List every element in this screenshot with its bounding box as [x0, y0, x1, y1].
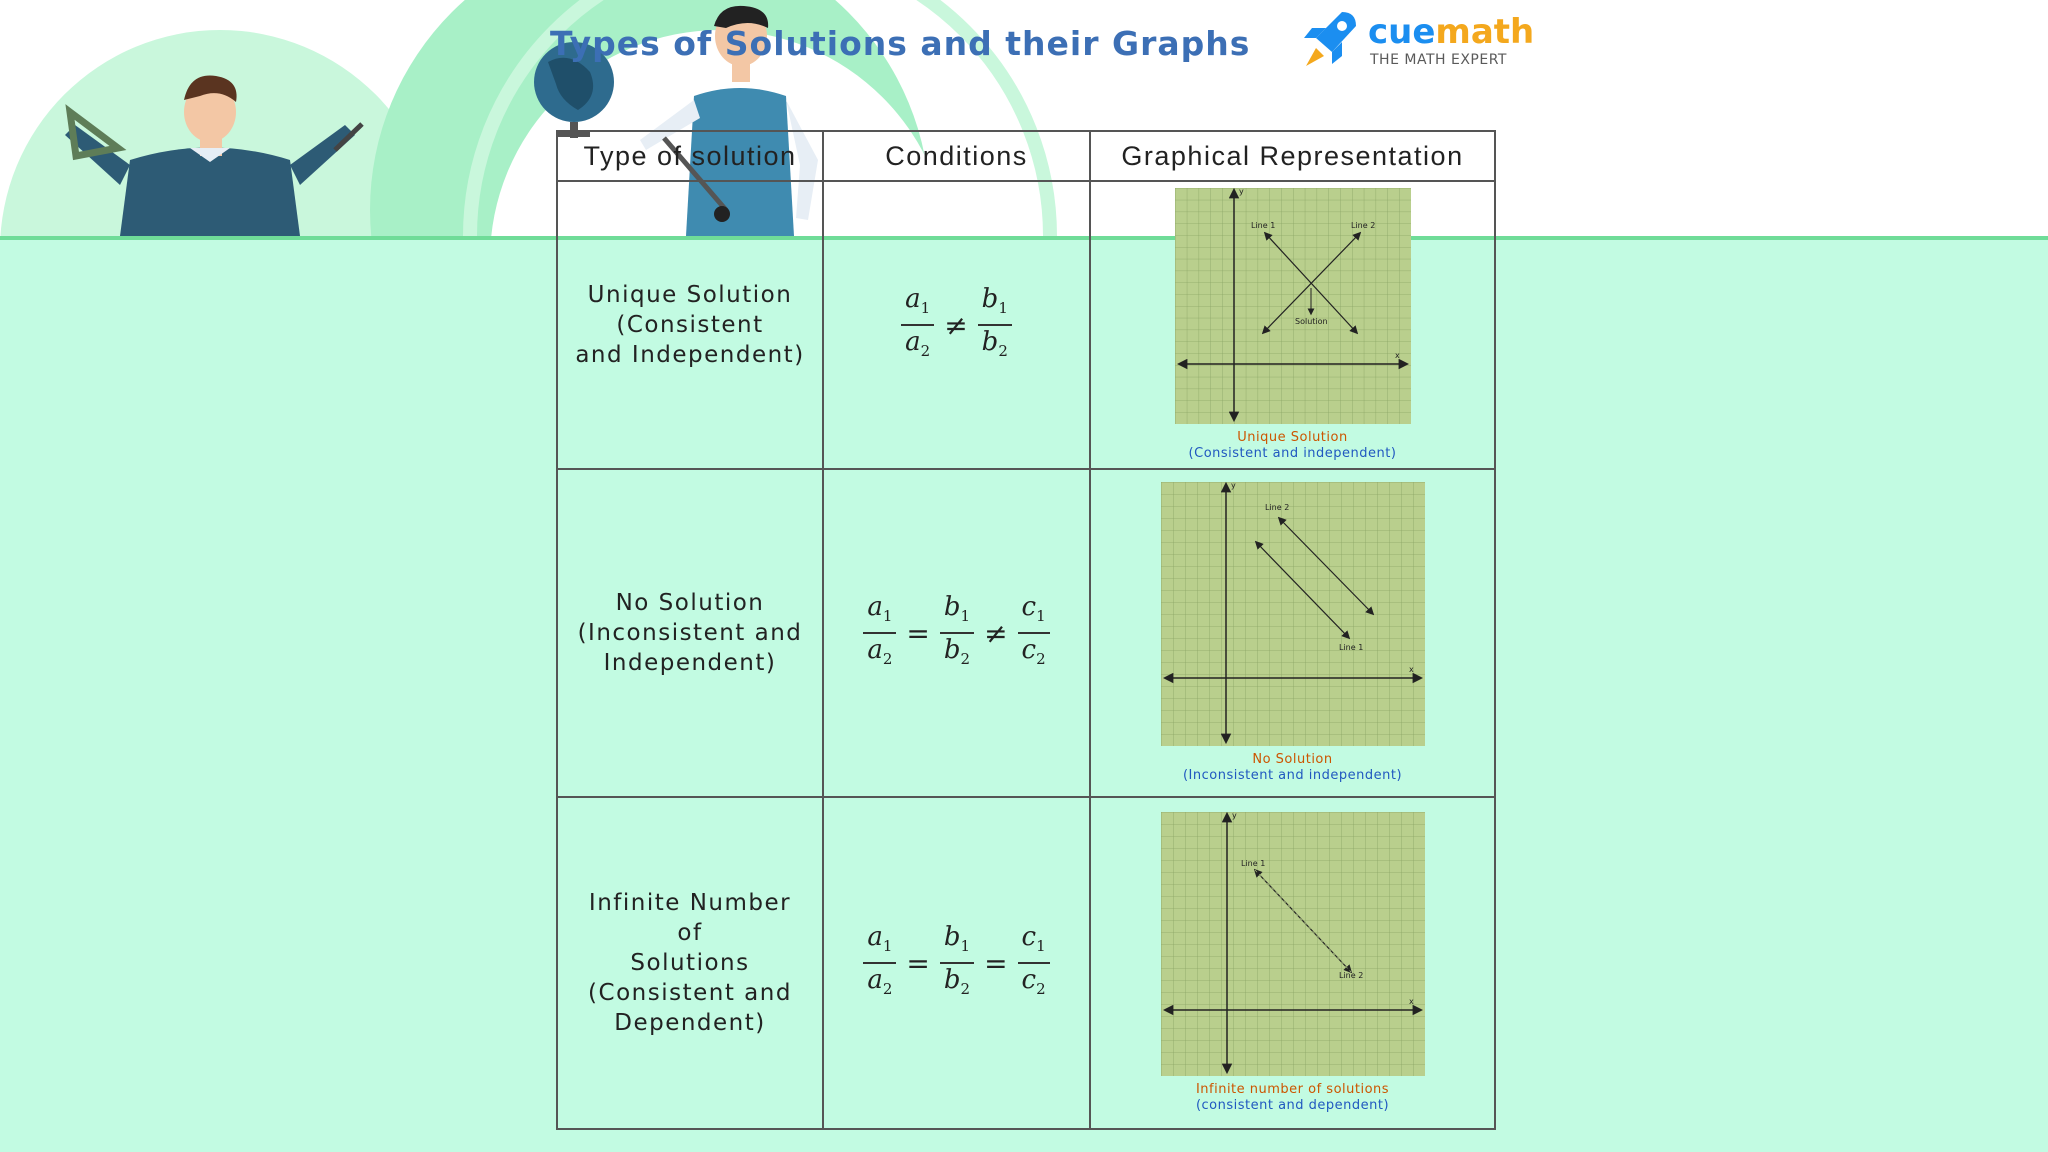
operator: ≠: [944, 308, 968, 342]
axis-label-x: x: [1408, 997, 1414, 1006]
graph-caption-title: Unique Solution: [1237, 430, 1348, 445]
solution-type-line: Solutions: [630, 950, 750, 976]
table-header-row: [557, 131, 1495, 181]
graph-unique-solution: [1175, 188, 1411, 424]
graph-cell: [1090, 469, 1495, 797]
condition-formula: [859, 921, 1053, 1005]
solution-type-line: Infinite Number of: [588, 890, 792, 946]
brand-name: cuemath: [1368, 12, 1535, 52]
operator: =: [906, 616, 930, 650]
fraction: $\frac{b_1}{b_2}$: [940, 921, 974, 1005]
solution-type-line: and Independent): [575, 342, 805, 368]
condition-cell: [823, 469, 1090, 797]
graph-no-solution: [1161, 482, 1425, 746]
solution-type-line: (Consistent and: [588, 980, 792, 1006]
solution-type-line: Unique Solution: [587, 282, 793, 308]
axis-label-x: x: [1394, 351, 1400, 360]
line-2-label: Line 2: [1264, 503, 1289, 512]
line-2-label: Line 2: [1350, 221, 1375, 230]
solution-type-cell: [557, 797, 823, 1129]
header-conditions: Conditions: [823, 131, 1090, 181]
graph-caption-title: No Solution: [1252, 752, 1333, 767]
fraction: $\frac{c_1}{c_2}$: [1018, 591, 1050, 675]
solution-label: Solution: [1294, 317, 1328, 326]
solution-type-line: (Inconsistent and: [577, 620, 803, 646]
line-1-label: Line 1: [1240, 859, 1265, 868]
rocket-icon: [1298, 8, 1360, 70]
line-2-label: Line 2: [1338, 971, 1363, 980]
line-1-label: Line 1: [1338, 643, 1363, 652]
axis-label-y: y: [1231, 812, 1237, 820]
graph-caption-title: Infinite number of solutions: [1195, 1082, 1390, 1097]
table-row: [557, 469, 1495, 797]
solutions-table: [556, 130, 1496, 1130]
solution-type-line: Dependent): [614, 1010, 766, 1036]
line-1-label: Line 1: [1250, 221, 1275, 230]
brand-tagline: THE MATH EXPERT: [1370, 52, 1507, 68]
operator: =: [906, 946, 930, 980]
solution-type-line: (Consistent: [616, 312, 764, 338]
graph-caption-subtitle: (consistent and dependent): [1195, 1098, 1390, 1113]
axis-label-y: y: [1238, 188, 1244, 196]
fraction: $\frac{a_1}{a_2}$: [863, 591, 896, 675]
graph-cell: [1090, 797, 1495, 1129]
header-graph: Graphical Representation: [1090, 131, 1495, 181]
axis-label-x: x: [1408, 665, 1414, 674]
operator: ≠: [984, 616, 1008, 650]
solution-type-line: No Solution: [615, 590, 765, 616]
graph-caption-subtitle: (Consistent and independent): [1188, 446, 1397, 461]
condition-formula: [897, 283, 1016, 367]
condition-formula: [859, 591, 1053, 675]
condition-cell: [823, 181, 1090, 469]
fraction: $\frac{b_1}{b_2}$: [940, 591, 974, 675]
fraction: $\frac{c_1}{c_2}$: [1018, 921, 1050, 1005]
header-type: Type of solution: [557, 131, 823, 181]
table-row: [557, 797, 1495, 1129]
solution-type-line: Independent): [603, 650, 777, 676]
graph-caption-subtitle: (Inconsistent and independent): [1182, 768, 1403, 783]
fraction: $\frac{b_1}{b_2}$: [978, 283, 1012, 367]
solution-type-cell: [557, 181, 823, 469]
fraction: $\frac{a_1}{a_2}$: [863, 921, 896, 1005]
graph-cell: [1090, 181, 1495, 469]
axis-label-y: y: [1230, 482, 1236, 490]
table-row: [557, 181, 1495, 469]
operator: =: [984, 946, 1008, 980]
solution-type-cell: [557, 469, 823, 797]
condition-cell: [823, 797, 1090, 1129]
fraction: $\frac{a_1}{a_2}$: [901, 283, 934, 367]
graph-infinite-solutions: [1161, 812, 1425, 1076]
page-title: Types of Solutions and their Graphs: [550, 24, 1251, 63]
